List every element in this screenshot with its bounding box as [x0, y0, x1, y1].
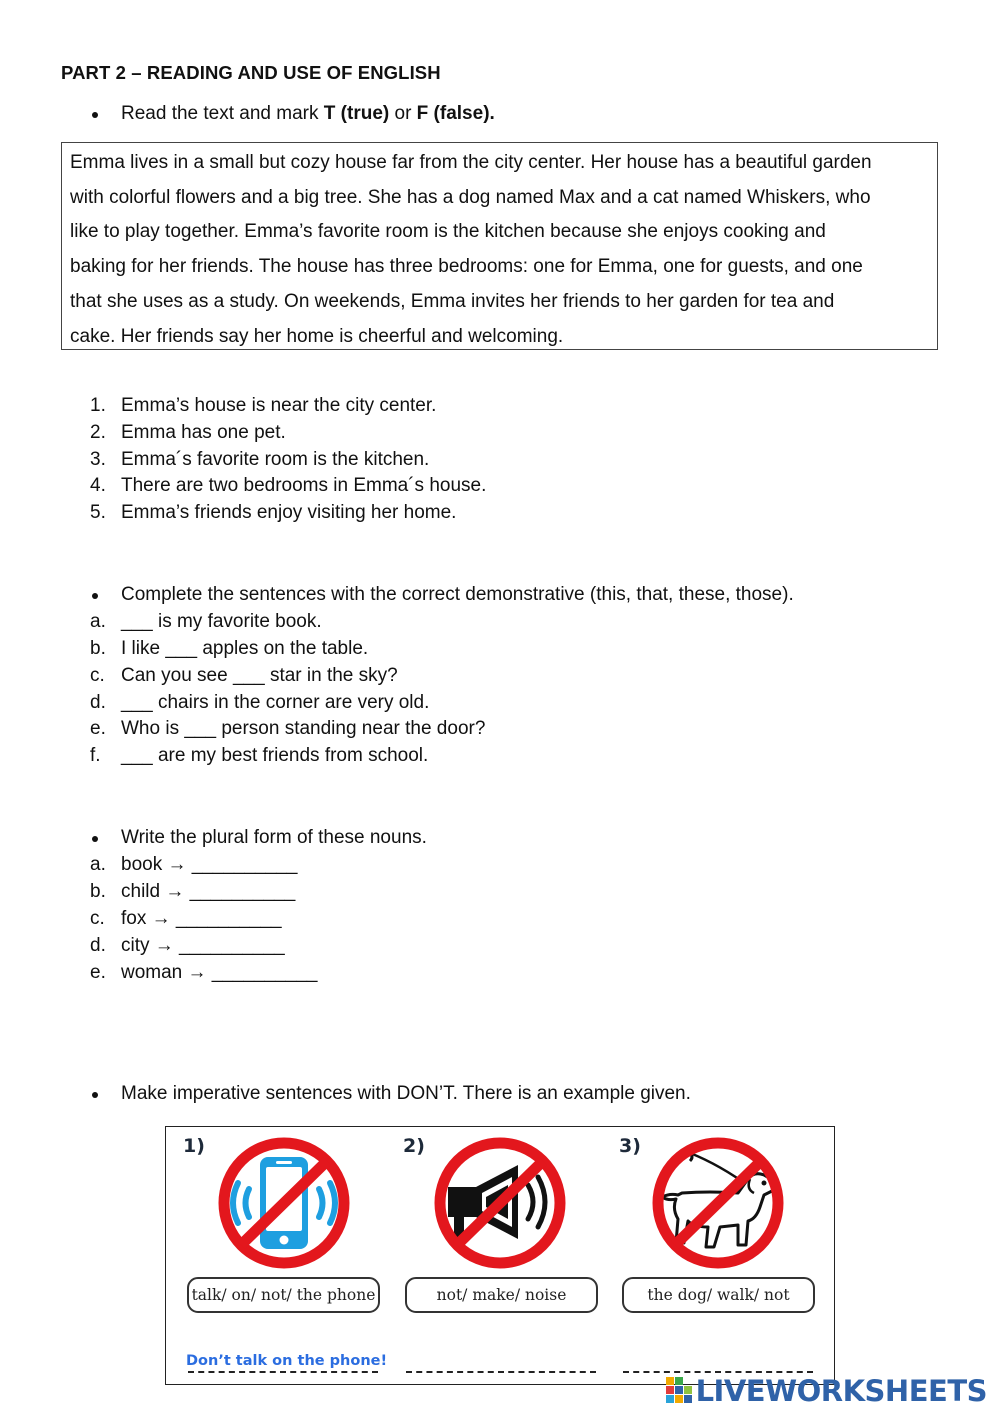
statement-number: 3.: [90, 449, 106, 470]
demonstrative-item[interactable]: [90, 611, 322, 633]
no-dog-walking-icon: [650, 1135, 786, 1271]
no-phone-icon: [216, 1135, 352, 1271]
item-text: woman → __________: [121, 962, 318, 983]
bullet-icon: [92, 112, 98, 118]
statement-number: 5.: [90, 502, 106, 523]
statement-item[interactable]: [90, 475, 486, 497]
statement-item[interactable]: [90, 395, 436, 417]
answer-line-3[interactable]: [623, 1359, 813, 1373]
statement-item[interactable]: [90, 449, 429, 471]
prompt-box: not/ make/ noise: [405, 1277, 598, 1313]
demonstrative-item[interactable]: [90, 692, 429, 714]
instruction-text: Make imperative sentences with DON’T. There is an example given.: [121, 1083, 691, 1104]
item-letter: f.: [90, 745, 101, 766]
item-letter: a.: [90, 854, 106, 875]
item-letter: d.: [90, 935, 106, 956]
item-text: ___ chairs in the corner are very old.: [121, 692, 430, 713]
demonstrative-item[interactable]: [90, 745, 428, 767]
plural-item[interactable]: [90, 935, 285, 957]
item-letter: b.: [90, 881, 106, 902]
item-letter: d.: [90, 692, 106, 713]
imperative-image-panel: [165, 1126, 835, 1385]
plural-item[interactable]: [90, 854, 297, 876]
panel-number: 2): [403, 1135, 425, 1157]
item-text: Can you see ___ star in the sky?: [121, 665, 398, 686]
instruction-text: Complete the sentences with the correct demonstrative (this, that, these, those).: [121, 584, 794, 605]
item-text: ___ are my best friends from school.: [121, 745, 429, 766]
panel-number: 1): [183, 1135, 205, 1157]
item-letter: c.: [90, 665, 105, 686]
item-letter: e.: [90, 962, 106, 983]
passage-line: baking for her friends. The house has three bedrooms: one for Emma, one for guests, and one: [70, 256, 863, 278]
instruction-text: Write the plural form of these nouns.: [121, 827, 427, 848]
page-title: PART 2 – READING AND USE OF ENGLISH: [61, 62, 441, 83]
bullet-icon: [92, 1092, 98, 1098]
logo-text: LIVEWORKSHEETS: [695, 1374, 987, 1408]
item-text: book → __________: [121, 854, 298, 875]
statement-item[interactable]: [90, 422, 286, 444]
bullet-icon: [92, 593, 98, 599]
passage-line: with colorful flowers and a big tree. She has a dog named Max and a cat named Whiskers, who: [70, 186, 871, 208]
panel-number: 3): [619, 1135, 641, 1157]
statement-text: Emma´s favorite room is the kitchen.: [121, 449, 430, 470]
or-text: or: [389, 103, 417, 124]
reading-passage: [61, 142, 938, 350]
statement-item[interactable]: [90, 502, 456, 524]
statement-text: There are two bedrooms in Emma´s house.: [121, 475, 487, 496]
plural-item[interactable]: [90, 881, 295, 903]
liveworksheets-logo[interactable]: [666, 1374, 987, 1408]
statement-text: Emma’s house is near the city center.: [121, 395, 437, 416]
item-letter: e.: [90, 718, 106, 739]
statement-number: 1.: [90, 395, 106, 416]
answer-line-1: [188, 1359, 378, 1373]
plural-item[interactable]: [90, 908, 282, 930]
demonstrative-item[interactable]: [90, 718, 485, 740]
item-letter: b.: [90, 638, 106, 659]
instruction-text: Read the text and mark: [121, 103, 324, 124]
logo-blocks-icon: [666, 1377, 692, 1405]
item-text: fox → __________: [121, 908, 282, 929]
item-text: Who is ___ person standing near the door?: [121, 718, 486, 739]
item-text: ___ is my favorite book.: [121, 611, 322, 632]
item-text: I like ___ apples on the table.: [121, 638, 369, 659]
item-letter: a.: [90, 611, 106, 632]
statement-text: Emma has one pet.: [121, 422, 286, 443]
plural-item[interactable]: [90, 962, 317, 984]
answer-line-2[interactable]: [406, 1359, 596, 1373]
passage-line: cake. Her friends say her home is cheerful and welcoming.: [70, 325, 564, 347]
statement-number: 2.: [90, 422, 106, 443]
statement-text: Emma’s friends enjoy visiting her home.: [121, 502, 457, 523]
prompt-box: the dog/ walk/ not: [622, 1277, 815, 1313]
prompt-box: talk/ on/ not/ the phone: [187, 1277, 380, 1313]
statement-number: 4.: [90, 475, 106, 496]
demonstrative-item[interactable]: [90, 665, 398, 687]
example-answer: Don’t talk on the phone!: [186, 1353, 388, 1369]
passage-line: that she uses as a study. On weekends, Emma invites her friends to her garden for tea and: [70, 290, 835, 312]
demonstrative-item[interactable]: [90, 638, 368, 660]
false-label: F (false).: [416, 103, 495, 124]
item-text: child → __________: [121, 881, 296, 902]
true-label: T (true): [323, 103, 390, 124]
item-text: city → __________: [121, 935, 285, 956]
passage-line: Emma lives in a small but cozy house far from the city center. Her house has a beautiful garden: [70, 152, 872, 173]
bullet-icon: [92, 836, 98, 842]
no-noise-icon: [432, 1135, 568, 1271]
item-letter: c.: [90, 908, 105, 929]
passage-line: like to play together. Emma’s favorite room is the kitchen because she enjoys cooking and: [70, 221, 826, 243]
